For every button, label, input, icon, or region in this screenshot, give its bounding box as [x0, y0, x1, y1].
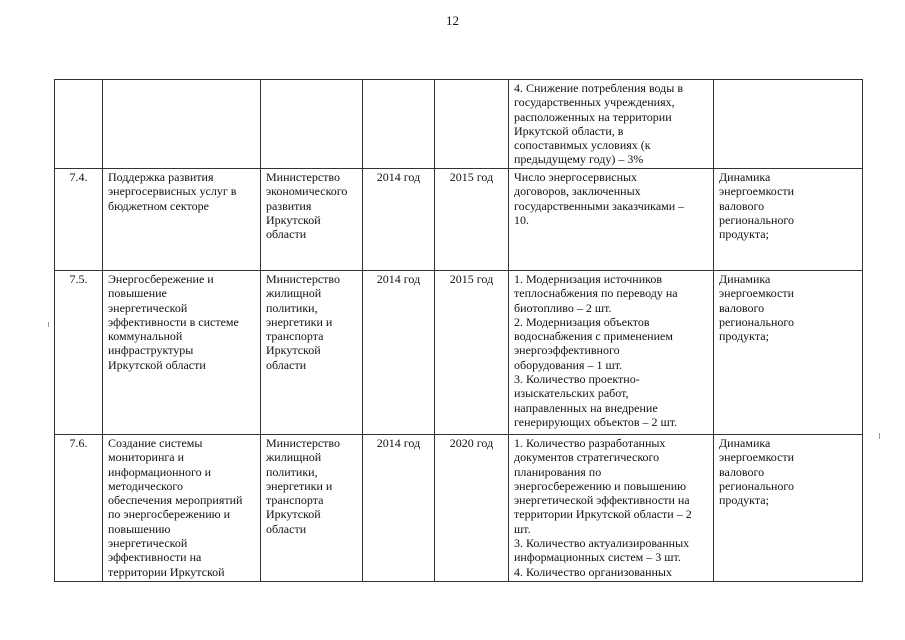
cell-measure-name-line: информационного и — [108, 464, 212, 479]
scan-mark-right — [879, 433, 880, 439]
cell-responsible-line: области — [266, 521, 307, 536]
cell-responsible — [261, 80, 363, 169]
cell-indicators-line: сопоставимых условиях (к — [514, 138, 651, 153]
cell-dynamics — [714, 271, 863, 435]
cell-measure-name-line: по энергосбережению и — [108, 507, 231, 522]
cell-start-year — [363, 435, 435, 582]
cell-dynamics-line: регионального — [719, 212, 795, 227]
cell-number — [55, 271, 103, 435]
cell-measure-name-line: повышение — [108, 286, 167, 301]
cell-indicators-line: оборудования – 1 шт. — [514, 357, 623, 372]
cell-start-year — [363, 271, 435, 435]
cell-responsible-line: жилищной — [266, 286, 322, 301]
cell-indicators-line: 1. Модернизация источников — [514, 272, 663, 286]
measures-table — [54, 79, 863, 582]
cell-number — [55, 169, 103, 271]
cell-measure-name — [103, 271, 261, 435]
cell-responsible — [261, 169, 363, 271]
cell-responsible — [261, 271, 363, 435]
cell-number — [55, 80, 103, 169]
cell-responsible-line: Иркутской — [266, 507, 321, 522]
cell-indicators — [509, 435, 714, 582]
scan-mark-left — [48, 322, 49, 327]
cell-indicators-line: направленных на внедрение — [514, 400, 658, 415]
cell-indicators — [509, 271, 714, 435]
cell-indicators-line: планирования по — [514, 464, 602, 479]
cell-indicators-line: теплоснабжения по переводу на — [514, 286, 678, 301]
cell-indicators-line: документов стратегического — [514, 450, 660, 465]
cell-measure-name-line: методического — [108, 478, 184, 493]
cell-measure-name-line: бюджетном секторе — [108, 198, 209, 213]
cell-dynamics-line: валового — [719, 464, 765, 479]
cell-indicators-line: территории Иркутской области – 2 — [514, 507, 692, 522]
cell-measure-name-line: Энергосбережение и — [108, 272, 214, 286]
cell-end-year — [435, 169, 509, 271]
cell-start-year — [363, 80, 435, 169]
cell-measure-name — [103, 80, 261, 169]
cell-start-year — [363, 169, 435, 271]
cell-indicators-line: 4. Количество организованных — [514, 564, 672, 579]
cell-end-year-text: 2015 год — [449, 170, 494, 184]
cell-end-year-text: 2020 год — [449, 436, 494, 450]
cell-indicators-line: предыдущему году) – 3% — [514, 152, 644, 167]
cell-measure-name-line: Иркутской области — [108, 357, 206, 372]
cell-measure-name-line: энергетической — [108, 536, 188, 551]
cell-indicators-line: государственными заказчиками – — [514, 198, 685, 213]
cell-responsible-line: политики, — [266, 300, 318, 315]
cell-indicators-line: 4. Снижение потребления воды в — [514, 81, 684, 95]
cell-responsible-line: развития — [266, 198, 312, 213]
cell-number — [55, 435, 103, 582]
cell-responsible-line: Иркутской — [266, 212, 321, 227]
cell-responsible-line: области — [266, 357, 307, 372]
cell-responsible-line: энергетики и — [266, 314, 333, 329]
cell-indicators-line: 1. Количество разработанных — [514, 436, 666, 450]
cell-dynamics-line: энергоемкости — [719, 286, 795, 301]
table-row — [55, 169, 863, 271]
cell-dynamics — [714, 169, 863, 271]
table-row — [55, 80, 863, 169]
cell-dynamics-line: регионального — [719, 314, 795, 329]
cell-measure-name-line: повышению — [108, 521, 171, 536]
cell-dynamics-line: продукта; — [719, 329, 769, 344]
cell-dynamics-line: энергоемкости — [719, 450, 795, 465]
table-row — [55, 271, 863, 435]
cell-responsible-line: области — [266, 227, 307, 242]
cell-number-text: 7.5. — [69, 272, 88, 286]
cell-dynamics-line: валового — [719, 198, 765, 213]
cell-end-year — [435, 435, 509, 582]
cell-indicators-line: 10. — [514, 212, 529, 227]
cell-measure-name-line: территории Иркутской — [108, 564, 225, 579]
cell-measure-name-line: коммунальной — [108, 329, 183, 344]
cell-measure-name-line: инфраструктуры — [108, 343, 194, 358]
cell-indicators-line: водоснабжения с применением — [514, 329, 673, 344]
cell-indicators-line: Иркутской области, в — [514, 123, 624, 138]
cell-responsible-line: Министерство — [266, 436, 340, 450]
cell-indicators-line: Число энергосервисных — [514, 170, 638, 184]
cell-dynamics-line: Динамика — [719, 170, 771, 184]
cell-indicators — [509, 169, 714, 271]
cell-indicators-line: изыскательских работ, — [514, 386, 629, 401]
cell-dynamics — [714, 80, 863, 169]
cell-indicators-line: генерирующих объектов – 2 шт. — [514, 414, 678, 429]
cell-dynamics-line: регионального — [719, 478, 795, 493]
cell-measure-name-line: обеспечения мероприятий — [108, 493, 243, 508]
cell-responsible-line: Министерство — [266, 272, 340, 286]
cell-indicators-line: информационных систем – 3 шт. — [514, 550, 681, 565]
cell-indicators-line: договоров, заключенных — [514, 184, 641, 199]
cell-dynamics-line: Динамика — [719, 272, 771, 286]
cell-measure-name-line: Создание системы — [108, 436, 203, 450]
cell-indicators — [509, 80, 714, 169]
cell-dynamics — [714, 435, 863, 582]
cell-responsible-line: экономического — [266, 184, 348, 199]
cell-responsible — [261, 435, 363, 582]
cell-indicators-line: 3. Количество проектно- — [514, 372, 640, 387]
page-number: 12 — [446, 13, 459, 28]
cell-responsible-line: жилищной — [266, 450, 322, 465]
cell-measure-name-line: мониторинга и — [108, 450, 185, 465]
cell-measure-name-line: эффективности на — [108, 550, 202, 565]
cell-measure-name-line: энергетической — [108, 300, 188, 315]
cell-responsible-line: энергетики и — [266, 478, 333, 493]
cell-number-text: 7.6. — [69, 436, 88, 450]
cell-indicators-line: энергоэффективного — [514, 343, 620, 358]
cell-measure-name-line: эффективности в системе — [108, 314, 239, 329]
cell-start-year-text: 2014 год — [376, 436, 421, 450]
cell-start-year-text: 2014 год — [376, 170, 421, 184]
table-row — [55, 435, 863, 582]
cell-responsible-line: Министерство — [266, 170, 340, 184]
cell-indicators-line: биотопливо – 2 шт. — [514, 300, 612, 315]
cell-end-year — [435, 80, 509, 169]
cell-dynamics-line: валового — [719, 300, 765, 315]
cell-indicators-line: шт. — [514, 521, 531, 536]
cell-responsible-line: транспорта — [266, 329, 324, 344]
cell-measure-name — [103, 435, 261, 582]
cell-measure-name-line: энергосервисных услуг в — [108, 184, 237, 199]
cell-indicators-line: государственных учреждениях, — [514, 95, 675, 110]
cell-dynamics-line: Динамика — [719, 436, 771, 450]
cell-end-year — [435, 271, 509, 435]
cell-dynamics-line: энергоемкости — [719, 184, 795, 199]
cell-indicators-line: 3. Количество актуализированных — [514, 536, 690, 551]
cell-measure-name — [103, 169, 261, 271]
cell-responsible-line: транспорта — [266, 493, 324, 508]
cell-measure-name-line: Поддержка развития — [108, 170, 214, 184]
cell-responsible-line: политики, — [266, 464, 318, 479]
cell-start-year-text: 2014 год — [376, 272, 421, 286]
cell-responsible-line: Иркутской — [266, 343, 321, 358]
cell-number-text: 7.4. — [69, 170, 88, 184]
cell-indicators-line: энергетической эффективности на — [514, 493, 690, 508]
cell-dynamics-line: продукта; — [719, 227, 769, 242]
cell-indicators-line: 2. Модернизация объектов — [514, 314, 650, 329]
cell-indicators-line: расположенных на территории — [514, 109, 672, 124]
cell-dynamics-line: продукта; — [719, 493, 769, 508]
cell-indicators-line: энергосбережению и повышению — [514, 478, 687, 493]
cell-end-year-text: 2015 год — [449, 272, 494, 286]
